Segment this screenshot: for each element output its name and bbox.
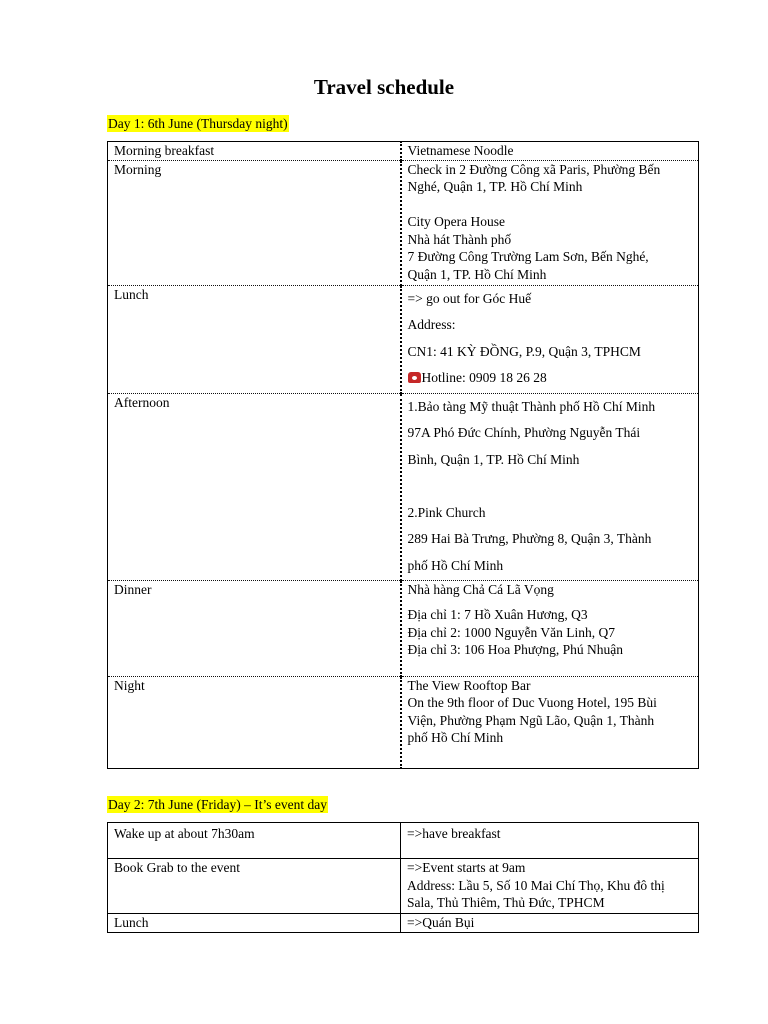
activity-line: Quận 1, TP. Hồ Chí Minh xyxy=(407,266,547,282)
activity-cell xyxy=(401,823,699,859)
table-row xyxy=(108,914,699,933)
activity-cell xyxy=(401,580,699,676)
activity-line: Vietnamese Noodle xyxy=(407,143,514,158)
time-label: Morning breakfast xyxy=(108,142,401,161)
activity-cell xyxy=(401,160,699,285)
activity-line: phố Hồ Chí Minh xyxy=(407,730,504,745)
table-row xyxy=(108,160,699,285)
activity-cell xyxy=(401,914,699,933)
activity-line: Bình, Quận 1, TP. Hồ Chí Minh xyxy=(407,451,580,467)
activity-line: phố Hồ Chí Minh xyxy=(407,557,504,573)
activity-line: 2.Pink Church xyxy=(407,504,486,520)
table-row xyxy=(108,859,699,914)
activity-line: 7 Đường Công Trường Lam Sơn, Bến Nghé, xyxy=(407,249,649,264)
activity-line: On the 9th floor of Duc Vuong Hotel, 195 Bùi xyxy=(407,695,657,710)
activity-line: Check in 2 Đường Công xã Paris, Phường Bến xyxy=(407,161,661,177)
time-label: Wake up at about 7h30am xyxy=(108,823,401,859)
activity-line: =>have breakfast xyxy=(407,826,501,841)
day2-heading: Day 2: 7th June (Friday) – It’s event day xyxy=(108,797,327,812)
activity-line: Address: xyxy=(407,317,456,332)
activity-line: Nhà hàng Chả Cá Lã Vọng xyxy=(407,581,554,597)
telephone-icon xyxy=(408,372,421,383)
time-label: Night xyxy=(108,676,401,768)
activity-line: The View Rooftop Bar xyxy=(407,677,531,693)
activity-cell xyxy=(401,859,699,914)
table-row xyxy=(108,823,699,859)
activity-line: Nhà hát Thành phố xyxy=(407,231,512,247)
time-label: Morning xyxy=(108,160,401,285)
activity-line: Địa chỉ 3: 106 Hoa Phượng, Phú Nhuận xyxy=(407,642,623,657)
activity-line: 289 Hai Bà Trưng, Phường 8, Quận 3, Thành xyxy=(407,531,652,546)
activity-line: 1.Bảo tàng Mỹ thuật Thành phố Hồ Chí Minh xyxy=(407,398,656,414)
activity-cell xyxy=(401,676,699,768)
activity-line: Nghé, Quận 1, TP. Hồ Chí Minh xyxy=(407,179,583,194)
table-row xyxy=(108,142,699,161)
activity-line: =>Event starts at 9am xyxy=(407,860,526,875)
activity-line: =>Quán Bụi xyxy=(407,915,475,930)
activity-line: City Opera House xyxy=(407,214,505,229)
table-row xyxy=(108,580,699,676)
day1-heading: Day 1: 6th June (Thursday night) xyxy=(108,116,288,131)
day2-schedule-table xyxy=(107,822,699,933)
hotline-line xyxy=(408,365,693,392)
activity-line: => go out for Góc Huế xyxy=(407,290,532,306)
time-label: Dinner xyxy=(108,580,401,676)
hotline-text: Hotline: 0909 18 26 28 xyxy=(421,370,547,385)
activity-line: Địa chỉ 2: 1000 Nguyễn Văn Linh, Q7 xyxy=(407,624,615,640)
time-label: Lunch xyxy=(108,914,401,933)
time-label: Afternoon xyxy=(108,393,401,580)
table-row xyxy=(108,285,699,393)
activity-cell xyxy=(401,393,699,580)
document-title: Travel schedule xyxy=(313,75,455,99)
table-row xyxy=(108,393,699,580)
activity-line: CN1: 41 KỲ ĐỒNG, P.9, Quận 3, TPHCM xyxy=(407,343,641,359)
activity-cell xyxy=(401,285,699,393)
activity-cell xyxy=(401,142,699,161)
activity-line: Địa chỉ 1: 7 Hồ Xuân Hương, Q3 xyxy=(407,607,588,622)
activity-line: Sala, Thủ Thiêm, Thủ Đức, TPHCM xyxy=(407,895,605,910)
activity-line: Address: Lầu 5, Số 10 Mai Chí Thọ, Khu đô thị xyxy=(407,877,665,893)
table-row xyxy=(108,676,699,768)
day1-schedule-table xyxy=(107,141,699,769)
activity-line: 97A Phó Đức Chính, Phường Nguyễn Thái xyxy=(407,425,641,440)
activity-line: Viện, Phường Phạm Ngũ Lão, Quận 1, Thành xyxy=(407,712,655,728)
time-label: Book Grab to the event xyxy=(108,859,401,914)
time-label: Lunch xyxy=(108,285,401,393)
